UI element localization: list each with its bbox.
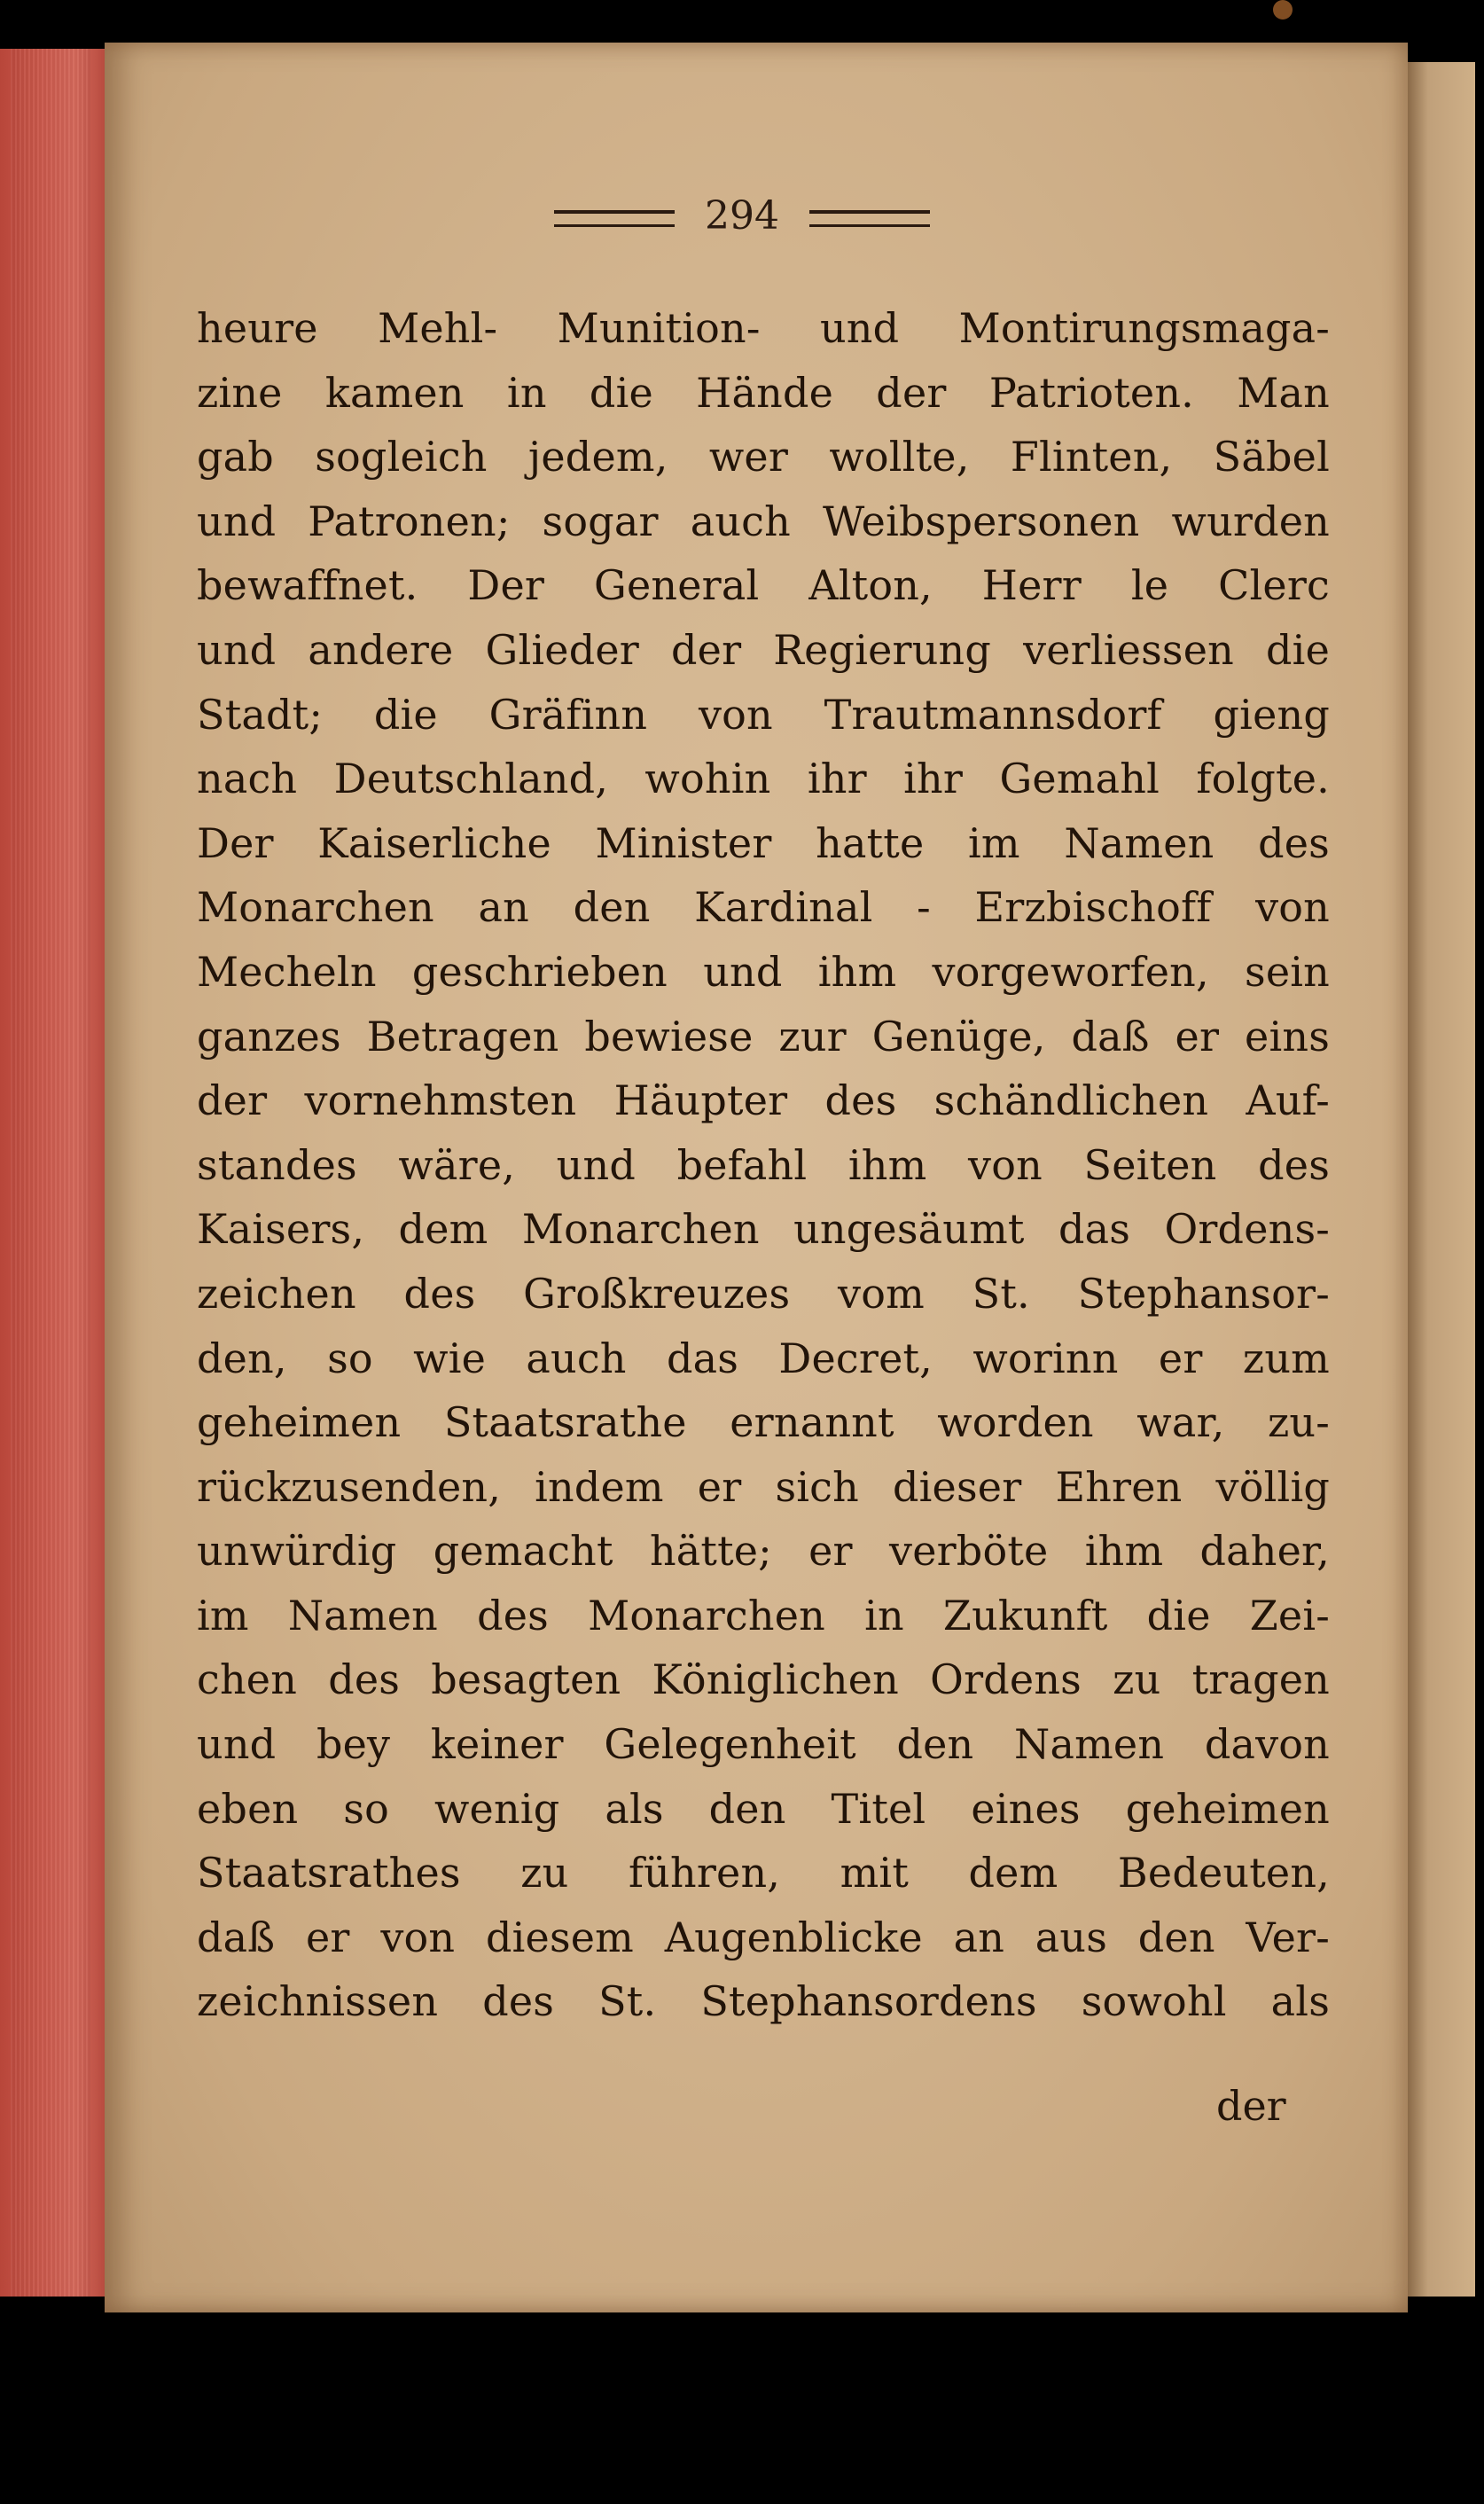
text-line: nach Deutschland, wohin ihr ihr Gemahl folgte. [197, 755, 1330, 803]
text-line: und Patronen; sogar auch Weibspersonen wurden [197, 497, 1330, 545]
text-line: ganzes Betragen bewiese zur Genüge, daß er eins [197, 1012, 1330, 1060]
text-line: zeichen des Großkreuzes vom St. Stephansor- [197, 1269, 1330, 1318]
text-line: bewaffnet. Der General Alton, Herr le Clerc [197, 561, 1330, 610]
text-line: geheimen Staatsrathe ernannt worden war, zu- [197, 1398, 1330, 1447]
text-line: zine kamen in die Hände der Patrioten. Man [197, 368, 1330, 417]
text-line: eben so wenig als den Titel eines geheimen [197, 1784, 1330, 1833]
text-line: Mecheln geschrieben und ihm vorgeworfen, sein [197, 947, 1330, 996]
text-line: der vornehmsten Häupter des schändlichen Auf- [197, 1076, 1330, 1125]
text-line: chen des besagten Königlichen Ordens zu tragen [197, 1655, 1330, 1704]
page-header [0, 193, 1484, 239]
text-line: Staatsrathes zu führen, mit dem Bedeuten, [197, 1849, 1330, 1898]
stain-mark [1273, 0, 1293, 20]
text-line: Der Kaiserliche Minister hatte im Namen des [197, 818, 1330, 867]
page-edge-red [0, 49, 108, 2297]
text-line: zeichnissen des St. Stephansordens sowohl als [197, 1977, 1330, 2026]
text-line: den, so wie auch das Decret, worinn er zum [197, 1334, 1330, 1382]
text-line: daß er von diesem Augenblicke an aus den Ver- [197, 1913, 1330, 1961]
adjacent-page-edge [1408, 62, 1475, 2297]
text-line: und bey keiner Gelegenheit den Namen davon [197, 1720, 1330, 1769]
page-number: 294 [705, 193, 779, 239]
header-rule-left [554, 210, 675, 227]
text-line: und andere Glieder der Regierung verliessen die [197, 625, 1330, 674]
header-rule-right [809, 210, 930, 227]
text-line: im Namen des Monarchen in Zukunft die Zei- [197, 1591, 1330, 1639]
text-line: heure Mehl- Munition- und Montirungsmaga- [197, 304, 1330, 352]
text-line: Monarchen an den Kardinal - Erzbischoff von [197, 883, 1330, 932]
text-line: standes wäre, und befahl ihm von Seiten des [197, 1140, 1330, 1189]
text-line: unwürdig gemacht hätte; er verböte ihm daher, [197, 1527, 1330, 1576]
text-line: Stadt; die Gräfinn von Trautmannsdorf gieng [197, 690, 1330, 739]
text-line: gab sogleich jedem, wer wollte, Flinten, Säbel [197, 433, 1330, 481]
catchword: der [1216, 2082, 1286, 2130]
body-text [197, 296, 1330, 2034]
text-line: rückzusenden, indem er sich dieser Ehren völlig [197, 1462, 1330, 1511]
text-line: Kaisers, dem Monarchen ungesäumt das Ordens- [197, 1205, 1330, 1254]
